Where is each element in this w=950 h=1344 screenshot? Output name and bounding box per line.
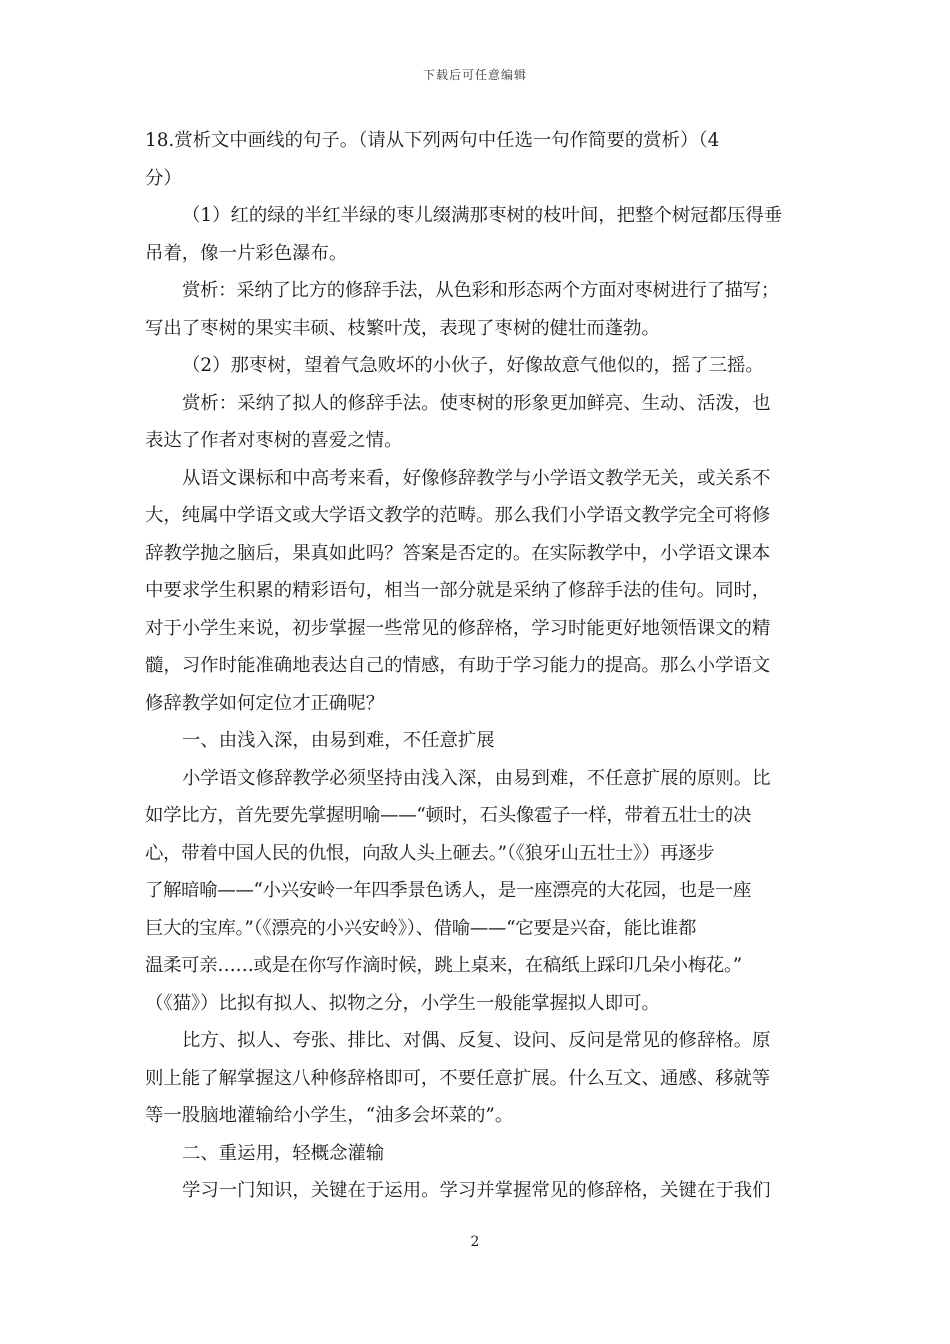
text-line: 巨大的宝库。”（《漂亮的小兴安岭》）、借喻——“它要是兴奋，能比谁都 [145, 917, 697, 939]
text-line: 从语文课标和中高考来看，好像修辞教学与小学语文教学无关，或关系不 [182, 467, 771, 489]
text-line: 赏析：采纳了比方的修辞手法，从色彩和形态两个方面对枣树进行了描写； [182, 280, 779, 301]
text-line: 则上能了解掌握这八种修辞格即可，不要任意扩展。什么互文、通感、移就等 [145, 1067, 771, 1089]
text-line: （《猫》）比拟有拟人、拟物之分，小学生一般能掌握拟人即可。 [145, 992, 660, 1014]
text-line: 温柔可亲……或是在你写作滴时候，跳上桌来，在稿纸上踩印几朵小梅花。” [145, 955, 742, 976]
document-body [145, 126, 809, 1214]
text-line: 大，纯属中学语文或大学语文教学的范畴。那么我们小学语文教学完全可将修 [145, 505, 771, 526]
section-heading: 一、由浅入深，由易到难，不任意扩展 [182, 730, 495, 751]
text-line: 吊着，像一片彩色瀑布。 [145, 242, 348, 264]
text-line: 对于小学生来说，初步掌握一些常见的修辞格，学习时能更好地领悟课文的精 [145, 617, 771, 639]
text-line: 写出了枣树的果实丰硕、枝繁叶茂，表现了枣树的健壮而蓬勃。 [145, 317, 660, 339]
text-line: 赏析：采纳了拟人的修辞手法。使枣树的形象更加鲜亮、生动、活泼，也 [182, 392, 771, 414]
text-line: 了解暗喻——“小兴安岭一年四季景色诱人，是一座漂亮的大花园，也是一座 [145, 880, 752, 901]
text-line: 修辞教学如何定位才正确呢？ [145, 692, 385, 714]
section-heading: 二、重运用，轻概念灌输 [182, 1142, 385, 1164]
text-line: 18.赏析文中画线的句子。（请从下列两句中任选一句作简要的赏析）（4 [145, 130, 720, 151]
page-number: 2 [470, 1234, 480, 1250]
text-line: 辞教学抛之脑后，果真如此吗？答案是否定的。在实际教学中，小学语文课本 [145, 542, 771, 564]
page-header: 下载后可任意编辑 [422, 68, 527, 82]
text-line: 分） [145, 167, 182, 189]
text-line: 中要求学生积累的精彩语句，相当一部分就是采纳了修辞手法的佳句。同时， [145, 580, 771, 601]
text-line: 髓，习作时能准确地表达自己的情感，有助于学习能力的提高。那么小学语文 [145, 655, 771, 676]
text-line: 心，带着中国人民的仇恨，向敌人头上砸去。”（《狼牙山五壮士》）再逐步 [145, 842, 715, 864]
text-line: 比方、拟人、夸张、排比、对偶、反复、设问、反问是常见的修辞格。原 [182, 1030, 771, 1051]
text-line: 如学比方，首先要先掌握明喻——“顿时，石头像雹子一样，带着五壮士的决 [145, 805, 752, 826]
text-line: 学习一门知识，关键在于运用。学习并掌握常见的修辞格，关键在于我们 [182, 1180, 771, 1201]
text-line: 等一股脑地灌输给小学生，“油多会坏菜的”。 [145, 1105, 514, 1126]
text-line: 小学语文修辞教学必须坚持由浅入深，由易到难，不任意扩展的原则。比 [182, 767, 771, 789]
text-line: （1）红的绿的半红半绿的枣儿缀满那枣树的枝叶间，把整个树冠都压得垂 [182, 205, 783, 226]
text-line: （2）那枣树，望着气急败坏的小伙子，好像故意气他似的，摇了三摇。 [182, 355, 764, 376]
text-line: 表达了作者对枣树的喜爱之情。 [145, 430, 403, 451]
